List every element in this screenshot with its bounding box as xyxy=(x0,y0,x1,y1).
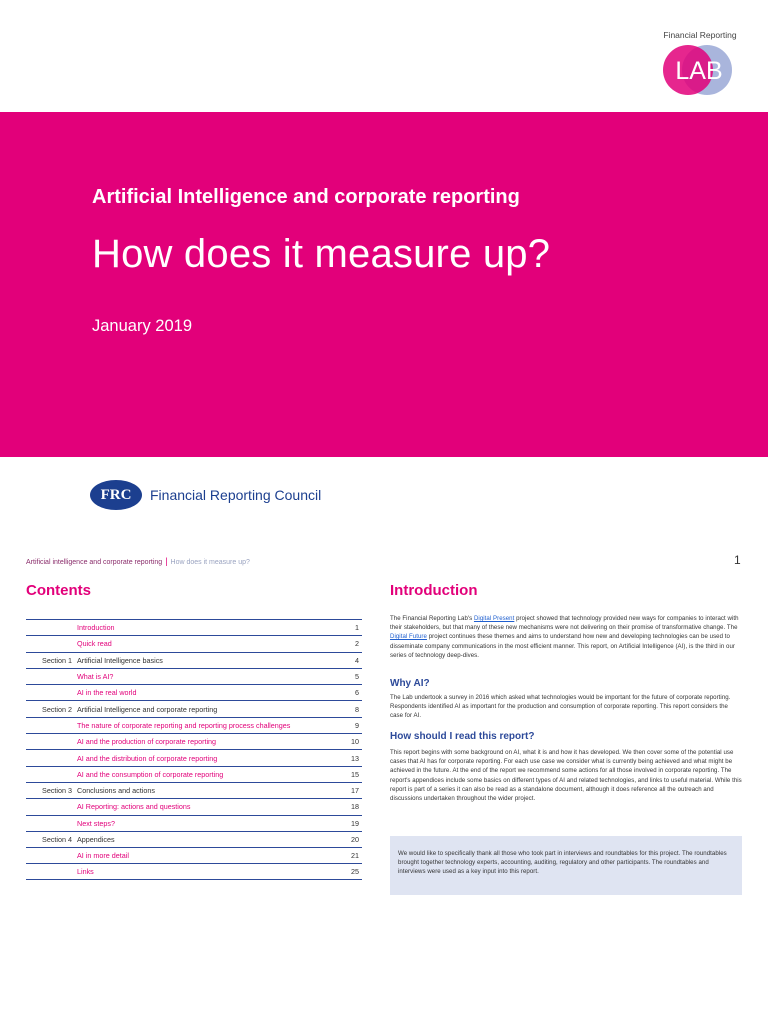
toc-entry-label[interactable]: Links xyxy=(77,867,94,877)
toc-entry-label[interactable]: Quick read xyxy=(77,639,112,649)
toc-page-number: 13 xyxy=(351,753,359,763)
toc-entry-label[interactable]: Appendices xyxy=(77,835,115,844)
toc-entry-label[interactable]: AI and the distribution of corporate reporting xyxy=(77,753,218,763)
how-to-read-heading: How should I read this report? xyxy=(390,731,535,742)
acknowledgement-box xyxy=(390,836,742,895)
toc-entry-label[interactable]: Introduction xyxy=(77,623,115,633)
toc-row[interactable] xyxy=(26,815,362,831)
report-date: January 2019 xyxy=(92,317,192,335)
toc-row[interactable] xyxy=(26,635,362,651)
toc-row[interactable] xyxy=(26,749,362,765)
toc-row[interactable] xyxy=(26,684,362,700)
toc-entry-label[interactable]: Next steps? xyxy=(77,818,115,828)
digital-present-link[interactable]: Digital Present xyxy=(473,615,515,622)
frc-name: Financial Reporting Council xyxy=(150,487,322,503)
acknowledgement-text: We would like to specifically thank all those who took part in interviews and roundtables for this project. The roundtables brought together technology experts, accounting, auditing, regulatory and other participants. The roundtables and interviews were used as a key input into this report. xyxy=(398,850,727,876)
running-header-subtitle: How does it measure up? xyxy=(170,559,250,566)
hero-banner xyxy=(0,112,768,457)
toc-row[interactable] xyxy=(26,863,362,879)
toc-row[interactable] xyxy=(26,798,362,814)
toc-entry-label[interactable]: AI and the consumption of corporate reporting xyxy=(77,769,224,779)
toc-page-number: 15 xyxy=(351,769,359,779)
toc-page-number: 4 xyxy=(355,655,359,665)
page-number: 1 xyxy=(734,553,741,567)
running-header xyxy=(26,556,250,566)
toc-row[interactable] xyxy=(26,619,362,635)
how-to-read-paragraph: This report begins with some background on AI, what it is and how it has developed. We then cover some of the potential use cases that AI has for corporate reporting. For each use case we consider what is currently being achieved and what might be achieved in the future. At the end of the report we recommend some actions for all those involved in corporate reporting. The report's appendices include some basics on different types of AI and related technologies, and links to useful material. While this report is part of a series it can also be read as a standalone document, although it does reference all the outreach and discussions undertaken throughout the wider project. xyxy=(390,749,742,803)
toc-row[interactable] xyxy=(26,700,362,716)
why-ai-paragraph: The Lab undertook a survey in 2016 which asked what technologies would be important for the future of corporate reporting. Respondents identified AI as important for the production and consumption of corporate reporting. This report considers the case for AI. xyxy=(390,694,731,720)
why-ai-heading: Why AI? xyxy=(390,678,430,689)
toc-entry-label[interactable]: Conclusions and actions xyxy=(77,786,155,796)
toc-page-number: 17 xyxy=(351,786,359,796)
intro-text-2: project showed that technology provided new ways for companies to interact with their stakeholders, but that many of these new mechanisms were not delivering on their promise of transformative change. The xyxy=(390,615,739,632)
digital-future-link[interactable]: Digital Future xyxy=(390,633,427,641)
toc-section-label: Section 3 xyxy=(42,786,72,796)
toc-entry-label[interactable]: AI in more detail xyxy=(77,851,129,861)
toc-entry-label[interactable]: Artificial Intelligence and corporate reporting xyxy=(77,704,218,714)
intro-text-3: project continues these themes and aims to understand how new and developing technologies can be used to disseminate company communications in the most efficient manner. This report, on Artificial Intelligence (AI), is the third in our series of technology deep-dives. xyxy=(390,633,735,659)
logo-caption: Financial Reporting xyxy=(663,30,737,40)
toc-entry-label[interactable]: Artificial Intelligence basics xyxy=(77,655,163,665)
lab-logo xyxy=(655,28,745,98)
toc-row[interactable] xyxy=(26,831,362,847)
toc-page-number: 5 xyxy=(355,672,359,682)
frc-badge-icon: FRC xyxy=(90,480,142,510)
toc-entry-label[interactable]: What is AI? xyxy=(77,672,114,682)
toc-page-number: 6 xyxy=(355,688,359,698)
toc-section-label: Section 4 xyxy=(42,835,72,844)
report-title: How does it measure up? xyxy=(92,232,551,276)
report-subtitle: Artificial Intelligence and corporate reporting xyxy=(92,186,520,208)
toc-page-number: 9 xyxy=(355,720,359,730)
toc-section-label: Section 1 xyxy=(42,655,72,665)
introduction-heading: Introduction xyxy=(390,582,478,599)
toc-page-number: 21 xyxy=(351,851,359,861)
toc-page-number: 18 xyxy=(351,802,359,812)
lab-logo-circles-icon xyxy=(655,42,745,98)
intro-text-1: The Financial Reporting Lab's xyxy=(390,615,474,622)
toc-row[interactable] xyxy=(26,733,362,749)
toc-page-number: 20 xyxy=(351,835,359,844)
toc-row[interactable] xyxy=(26,847,362,863)
toc-entry-label[interactable]: AI Reporting: actions and questions xyxy=(77,802,191,812)
toc-row[interactable] xyxy=(26,782,362,798)
toc-page-number: 10 xyxy=(351,737,359,747)
toc-page-number: 1 xyxy=(355,623,359,633)
introduction-paragraph xyxy=(390,614,742,660)
toc-entry-label[interactable]: The nature of corporate reporting and reporting process challenges xyxy=(77,720,291,730)
frc-logo xyxy=(90,480,321,510)
running-header-separator: | xyxy=(165,556,168,566)
contents-heading: Contents xyxy=(26,582,91,599)
toc-row[interactable] xyxy=(26,652,362,668)
toc-page-number: 2 xyxy=(355,639,359,649)
toc-row[interactable] xyxy=(26,766,362,782)
table-of-contents xyxy=(26,619,362,880)
toc-row[interactable] xyxy=(26,717,362,733)
toc-section-label: Section 2 xyxy=(42,704,72,714)
toc-page-number: 19 xyxy=(351,818,359,828)
toc-row[interactable] xyxy=(26,668,362,684)
toc-page-number: 8 xyxy=(355,704,359,714)
toc-entry-label[interactable]: AI in the real world xyxy=(77,688,137,698)
logo-text: LAB xyxy=(675,57,723,85)
toc-entry-label[interactable]: AI and the production of corporate reporting xyxy=(77,737,217,747)
running-header-title: Artificial intelligence and corporate reporting xyxy=(26,559,163,566)
toc-page-number: 25 xyxy=(351,867,359,877)
